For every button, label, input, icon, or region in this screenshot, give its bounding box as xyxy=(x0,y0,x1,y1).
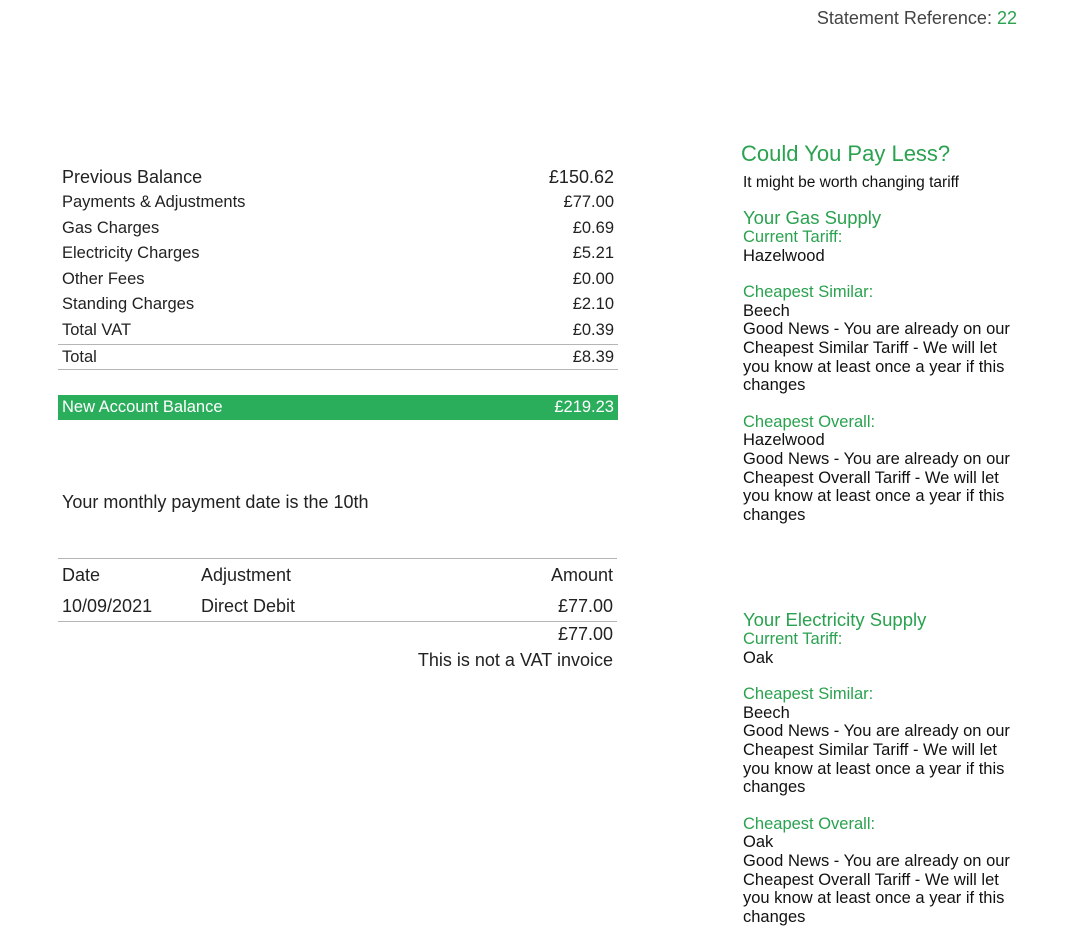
column-header-date: Date xyxy=(62,565,101,585)
new-balance-value: £219.23 xyxy=(554,398,614,416)
statement-reference xyxy=(817,8,1017,29)
summary-label: Standing Charges xyxy=(62,295,195,314)
summary-label: Total VAT xyxy=(62,320,132,339)
gas-current-tariff-value: Hazelwood xyxy=(743,246,825,265)
gas-overall-note-line: Good News - You are already on our xyxy=(743,449,1010,468)
gas-cheapest-similar-value: Beech xyxy=(743,301,790,320)
electricity-current-tariff-label: Current Tariff: xyxy=(743,630,843,648)
gas-supply-heading: Your Gas Supply xyxy=(743,207,882,228)
statement-reference-label: Statement Reference: xyxy=(816,8,992,28)
electricity-supply-heading: Your Electricity Supply xyxy=(743,609,927,630)
payment-adjustment: Direct Debit xyxy=(201,596,296,616)
summary-row xyxy=(58,318,618,344)
gas-overall-note-line: changes xyxy=(743,505,806,524)
summary-row xyxy=(58,164,618,190)
electricity-similar-note-line: Good News - You are already on our xyxy=(743,722,1010,741)
summary-value: £0.39 xyxy=(572,320,614,339)
payments-table xyxy=(58,558,617,622)
payments-header-row xyxy=(58,559,617,591)
summary-label: Electricity Charges xyxy=(62,244,200,263)
gas-similar-note-line: changes xyxy=(743,376,806,395)
summary-row xyxy=(58,241,618,267)
summary-value: £150.62 xyxy=(548,167,614,187)
electricity-cheapest-overall-value: Oak xyxy=(743,833,774,852)
summary-total-label: Total xyxy=(62,347,97,366)
gas-overall-note-line: Cheapest Overall Tariff - We will let xyxy=(743,468,999,487)
electricity-overall-note-line: you know at least once a year if this xyxy=(743,889,1005,908)
summary-label: Payments & Adjustments xyxy=(62,193,246,211)
gas-current-tariff-label: Current Tariff: xyxy=(743,228,843,246)
electricity-overall-note-line: Cheapest Overall Tariff - We will let xyxy=(743,870,999,889)
summary-label: Gas Charges xyxy=(62,218,160,237)
electricity-current-tariff-value: Oak xyxy=(743,648,774,667)
electricity-overall-note-line: changes xyxy=(743,907,806,926)
summary-row xyxy=(58,216,618,242)
summary-row xyxy=(58,292,618,318)
new-balance-label: New Account Balance xyxy=(62,398,223,416)
payments-total: £77.00 xyxy=(557,624,613,644)
new-account-balance-bar xyxy=(58,395,618,420)
gas-overall-note-line: you know at least once a year if this xyxy=(743,487,1005,506)
gas-supply-section xyxy=(743,208,1043,524)
electricity-similar-note-line: changes xyxy=(743,778,806,797)
electricity-supply-section xyxy=(743,610,1043,926)
electricity-overall-note-line: Good News - You are already on our xyxy=(743,851,1010,870)
summary-value: £2.10 xyxy=(572,295,614,314)
charges-summary-table xyxy=(58,164,618,370)
summary-value: £77.00 xyxy=(563,193,614,211)
tariff-panel-subtitle: It might be worth changing tariff xyxy=(743,174,959,191)
summary-value: £5.21 xyxy=(572,244,614,263)
gas-similar-note-line: you know at least once a year if this xyxy=(743,357,1005,376)
gas-cheapest-overall-label: Cheapest Overall: xyxy=(743,412,876,431)
summary-value: £0.69 xyxy=(572,218,614,237)
summary-label: Previous Balance xyxy=(62,167,203,187)
electricity-cheapest-overall-label: Cheapest Overall: xyxy=(743,814,876,833)
summary-row xyxy=(58,267,618,293)
summary-total-value: £8.39 xyxy=(572,347,614,366)
electricity-cheapest-similar-label: Cheapest Similar: xyxy=(743,685,874,704)
gas-similar-note-line: Good News - You are already on our xyxy=(743,320,1010,339)
tariff-panel-header xyxy=(743,141,1043,193)
vat-note: This is not a VAT invoice xyxy=(417,650,613,670)
summary-total-row xyxy=(58,344,618,370)
summary-value: £0.00 xyxy=(572,269,614,288)
gas-cheapest-overall-value: Hazelwood xyxy=(743,431,825,450)
gas-cheapest-similar-label: Cheapest Similar: xyxy=(743,283,874,302)
statement-reference-value: 22 xyxy=(996,8,1017,28)
column-header-adjustment: Adjustment xyxy=(201,565,292,585)
summary-label: Other Fees xyxy=(62,269,145,288)
gas-similar-note-line: Cheapest Similar Tariff - We will let xyxy=(743,338,998,357)
column-header-amount: Amount xyxy=(550,565,613,585)
table-row xyxy=(58,591,617,622)
electricity-similar-note-line: Cheapest Similar Tariff - We will let xyxy=(743,740,998,759)
payment-date: 10/09/2021 xyxy=(62,596,153,616)
summary-row xyxy=(58,190,618,216)
tariff-panel-title: Could You Pay Less? xyxy=(741,141,951,166)
electricity-similar-note-line: you know at least once a year if this xyxy=(743,759,1005,778)
payment-amount: £77.00 xyxy=(557,596,613,616)
monthly-payment-date: Your monthly payment date is the 10th xyxy=(62,492,369,512)
electricity-cheapest-similar-value: Beech xyxy=(743,703,790,722)
